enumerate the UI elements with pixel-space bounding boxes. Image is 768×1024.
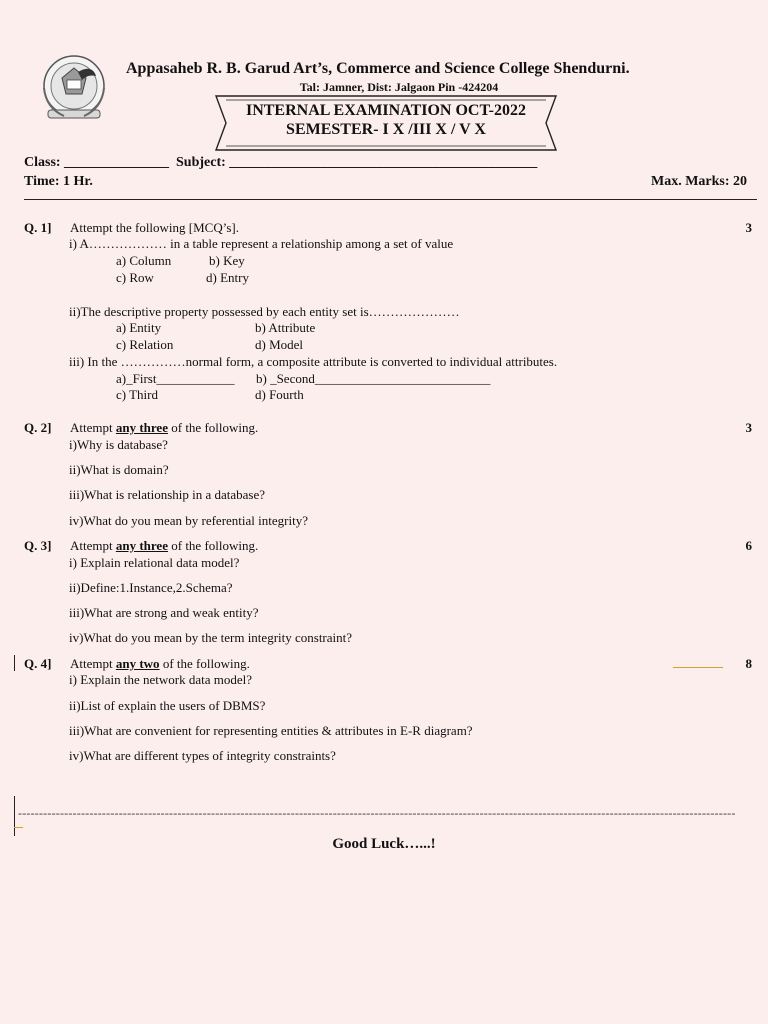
good-luck: Good Luck…...! xyxy=(332,836,436,852)
emphasis: any two xyxy=(115,656,160,671)
mcq-option: d) Fourth xyxy=(255,387,304,402)
accent-mark xyxy=(14,827,23,828)
question-item: i) Explain relational data model? xyxy=(69,555,240,570)
mcq-option: a) Entity xyxy=(116,320,162,335)
text-cursor xyxy=(14,655,15,671)
question-item: ii)What is domain? xyxy=(69,462,169,477)
question-number: Q. 2] xyxy=(24,420,52,435)
mcq-option: d) Model xyxy=(255,337,304,352)
question-item: iv)What do you mean by the term integrity constraint? xyxy=(69,630,353,645)
mcq-option: b) _Second___________________________ xyxy=(256,371,491,386)
exam-title: INTERNAL EXAMINATION OCT-2022 xyxy=(245,102,527,119)
question-item: ii)List of explain the users of DBMS? xyxy=(69,698,266,713)
mcq-stem: i) A……………… in a table represent a relationship among a set of value xyxy=(69,236,454,251)
question-item: iv)What are different types of integrity constraints? xyxy=(69,748,336,763)
question-item: iii)What are strong and weak entity? xyxy=(69,605,259,620)
emphasis: any three xyxy=(115,420,168,435)
question-marks: 3 xyxy=(745,420,752,435)
question-number: Q. 4] xyxy=(24,656,52,671)
question-instruction: Attempt any two of the following. xyxy=(70,656,250,671)
accent-underline xyxy=(673,667,723,668)
mcq-option: a) Column xyxy=(116,253,172,268)
mcq-stem: iii) In the ……………normal form, a composite attribute is converted to individual attributes. xyxy=(69,354,558,369)
max-marks: Max. Marks: 20 xyxy=(651,174,748,189)
class-label: Class: _______________ xyxy=(24,155,170,170)
mcq-stem: ii)The descriptive property possessed by each entity set is………………… xyxy=(69,304,460,319)
question-item: i) Explain the network data model? xyxy=(69,672,253,687)
subject-label: Subject: ____________________________________________ xyxy=(176,155,538,170)
question-item: ii)Define:1.Instance,2.Schema? xyxy=(69,580,233,595)
mcq-option: c) Row xyxy=(116,270,154,285)
emphasis: any three xyxy=(115,538,168,553)
time-label: Time: 1 Hr. xyxy=(24,174,93,189)
cut-line: --------------------------------------------------------------------------------------------------------------------------------------------------------------------------- xyxy=(18,806,736,820)
header-rule xyxy=(24,199,757,200)
question-instruction: Attempt any three of the following. xyxy=(70,420,259,435)
college-address: Tal: Jamner, Dist: Jalgaon Pin -424204 xyxy=(299,80,499,94)
mcq-option: c) Third xyxy=(116,387,158,402)
mcq-option: b) Key xyxy=(209,253,245,268)
question-number: Q. 1] xyxy=(24,220,52,235)
text-cursor xyxy=(14,796,15,836)
mcq-option: b) Attribute xyxy=(255,320,316,335)
question-item: iv)What do you mean by referential integrity? xyxy=(69,513,308,528)
question-marks: 8 xyxy=(745,656,752,671)
question-item: iii)What is relationship in a database? xyxy=(69,487,266,502)
semester-line: SEMESTER- I X /III X / V X xyxy=(286,121,486,138)
question-marks: 3 xyxy=(745,220,752,235)
mcq-option: c) Relation xyxy=(116,337,174,352)
question-instruction: Attempt any three of the following. xyxy=(70,538,259,553)
mcq-option: a)_First____________ xyxy=(116,371,235,386)
question-item: i)Why is database? xyxy=(69,437,168,452)
question-marks: 6 xyxy=(745,538,752,553)
question-number: Q. 3] xyxy=(24,538,52,553)
question-item: iii)What are convenient for representing entities & attributes in E-R diagram? xyxy=(69,723,473,738)
college-name: Appasaheb R. B. Garud Art’s, Commerce and Science College Shendurni. xyxy=(126,60,630,77)
mcq-option: d) Entry xyxy=(206,270,249,285)
question-instruction: Attempt the following [MCQ’s]. xyxy=(70,220,239,235)
